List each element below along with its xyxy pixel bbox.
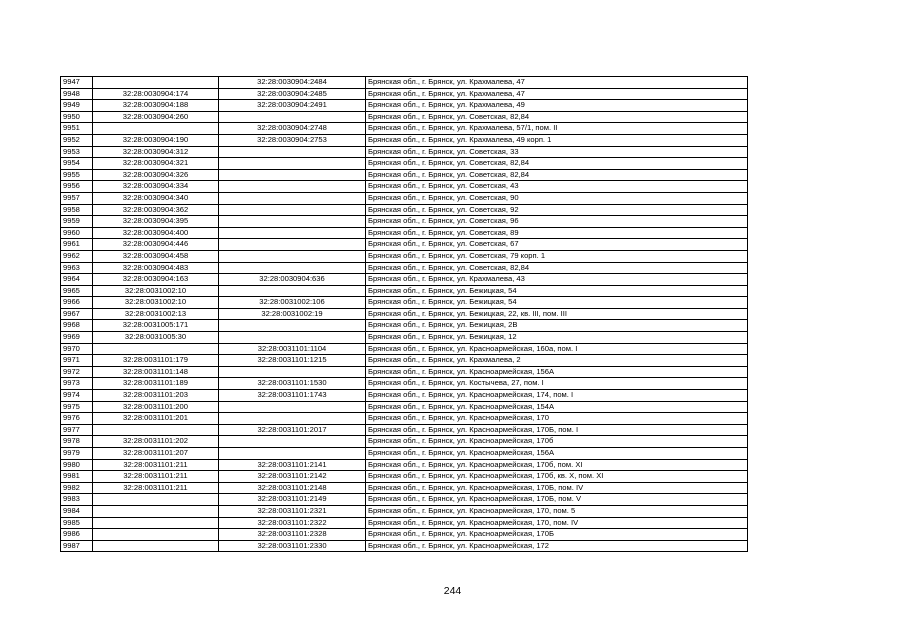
address-cell: Брянская обл., г. Брянск, ул. Красноармейская, 170 bbox=[366, 413, 748, 425]
address-cell: Брянская обл., г. Брянск, ул. Советская, 90 bbox=[366, 192, 748, 204]
building-number-cell: 32:28:0031101:2141 bbox=[219, 459, 366, 471]
building-number-cell: 32:28:0031101:2149 bbox=[219, 494, 366, 506]
cadastral-number-cell: 32:28:0031005:30 bbox=[93, 332, 219, 344]
cadastral-number-cell: 32:28:0031002:10 bbox=[93, 285, 219, 297]
cadastral-number-cell bbox=[93, 77, 219, 89]
cadastral-number-cell: 32:28:0031101:202 bbox=[93, 436, 219, 448]
table-row bbox=[61, 494, 748, 506]
building-number-cell bbox=[219, 448, 366, 460]
building-number-cell: 32:28:0031002:106 bbox=[219, 297, 366, 309]
row-number-cell: 9976 bbox=[61, 413, 93, 425]
address-cell: Брянская обл., г. Брянск, ул. Бежицкая, 22, кв. III, пом. III bbox=[366, 308, 748, 320]
row-number-cell: 9981 bbox=[61, 471, 93, 483]
address-cell: Брянская обл., г. Брянск, ул. Советская, 33 bbox=[366, 146, 748, 158]
table-row bbox=[61, 517, 748, 529]
cadastral-number-cell bbox=[93, 529, 219, 541]
building-number-cell: 32:28:0030904:2484 bbox=[219, 77, 366, 89]
row-number-cell: 9973 bbox=[61, 378, 93, 390]
address-cell: Брянская обл., г. Брянск, ул. Красноармейская, 170Б, пом. V bbox=[366, 494, 748, 506]
building-number-cell bbox=[219, 192, 366, 204]
cadastral-number-cell: 32:28:0030904:458 bbox=[93, 250, 219, 262]
table-row bbox=[61, 540, 748, 552]
address-cell: Брянская обл., г. Брянск, ул. Красноармейская, 170Б bbox=[366, 529, 748, 541]
cadastral-number-cell: 32:28:0030904:362 bbox=[93, 204, 219, 216]
address-cell: Брянская обл., г. Брянск, ул. Советская, 82,84 bbox=[366, 158, 748, 170]
cadastral-number-cell: 32:28:0031101:148 bbox=[93, 366, 219, 378]
address-cell: Брянская обл., г. Брянск, ул. Красноармейская, 154А bbox=[366, 401, 748, 413]
address-cell: Брянская обл., г. Брянск, ул. Красноармейская, 174, пом. I bbox=[366, 390, 748, 402]
table-row bbox=[61, 134, 748, 146]
cadastral-number-cell bbox=[93, 505, 219, 517]
table-row bbox=[61, 274, 748, 286]
building-number-cell bbox=[219, 436, 366, 448]
building-number-cell: 32:28:0031101:1104 bbox=[219, 343, 366, 355]
address-cell: Брянская обл., г. Брянск, ул. Красноармейская, 156А bbox=[366, 366, 748, 378]
cadastral-number-cell: 32:28:0031101:211 bbox=[93, 482, 219, 494]
cadastral-number-cell: 32:28:0031101:201 bbox=[93, 413, 219, 425]
address-cell: Брянская обл., г. Брянск, ул. Бежицкая, 54 bbox=[366, 285, 748, 297]
address-cell: Брянская обл., г. Брянск, ул. Советская, 43 bbox=[366, 181, 748, 193]
table-row bbox=[61, 332, 748, 344]
table-row bbox=[61, 158, 748, 170]
table-row bbox=[61, 227, 748, 239]
row-number-cell: 9983 bbox=[61, 494, 93, 506]
row-number-cell: 9959 bbox=[61, 216, 93, 228]
page-number: 244 bbox=[443, 585, 462, 597]
address-cell: Брянская обл., г. Брянск, ул. Бежицкая, 2В bbox=[366, 320, 748, 332]
table-row bbox=[61, 285, 748, 297]
table-row bbox=[61, 239, 748, 251]
address-cell: Брянская обл., г. Брянск, ул. Красноармейская, 170Б, пом. IV bbox=[366, 482, 748, 494]
row-number-cell: 9980 bbox=[61, 459, 93, 471]
address-cell: Брянская обл., г. Брянск, ул. Советская, 92 bbox=[366, 204, 748, 216]
row-number-cell: 9972 bbox=[61, 366, 93, 378]
building-number-cell bbox=[219, 204, 366, 216]
building-number-cell bbox=[219, 146, 366, 158]
cadastral-number-cell: 32:28:0031101:211 bbox=[93, 459, 219, 471]
cadastral-number-cell bbox=[93, 540, 219, 552]
cadastral-number-cell: 32:28:0030904:340 bbox=[93, 192, 219, 204]
building-number-cell: 32:28:0030904:2753 bbox=[219, 134, 366, 146]
building-number-cell: 32:28:0031002:19 bbox=[219, 308, 366, 320]
table-row bbox=[61, 436, 748, 448]
cadastral-number-cell bbox=[93, 494, 219, 506]
row-number-cell: 9968 bbox=[61, 320, 93, 332]
row-number-cell: 9970 bbox=[61, 343, 93, 355]
building-number-cell bbox=[219, 285, 366, 297]
row-number-cell: 9982 bbox=[61, 482, 93, 494]
address-cell: Брянская обл., г. Брянск, ул. Советская, 89 bbox=[366, 227, 748, 239]
row-number-cell: 9969 bbox=[61, 332, 93, 344]
cadastral-number-cell: 32:28:0030904:400 bbox=[93, 227, 219, 239]
row-number-cell: 9966 bbox=[61, 297, 93, 309]
table-row bbox=[61, 390, 748, 402]
cadastral-number-cell: 32:28:0031002:10 bbox=[93, 297, 219, 309]
row-number-cell: 9953 bbox=[61, 146, 93, 158]
building-number-cell bbox=[219, 216, 366, 228]
building-number-cell: 32:28:0030904:2748 bbox=[219, 123, 366, 135]
table-row bbox=[61, 378, 748, 390]
cadastral-table bbox=[60, 76, 748, 552]
table-row bbox=[61, 297, 748, 309]
building-number-cell bbox=[219, 111, 366, 123]
address-cell: Брянская обл., г. Брянск, ул. Советская, 96 bbox=[366, 216, 748, 228]
building-number-cell: 32:28:0031101:2017 bbox=[219, 424, 366, 436]
building-number-cell: 32:28:0031101:1530 bbox=[219, 378, 366, 390]
row-number-cell: 9975 bbox=[61, 401, 93, 413]
address-cell: Брянская обл., г. Брянск, ул. Бежицкая, 54 bbox=[366, 297, 748, 309]
table-row bbox=[61, 308, 748, 320]
address-cell: Брянская обл., г. Брянск, ул. Красноармейская, 172 bbox=[366, 540, 748, 552]
address-cell: Брянская обл., г. Брянск, ул. Крахмалева, 43 bbox=[366, 274, 748, 286]
row-number-cell: 9948 bbox=[61, 88, 93, 100]
cadastral-number-cell bbox=[93, 424, 219, 436]
row-number-cell: 9987 bbox=[61, 540, 93, 552]
row-number-cell: 9974 bbox=[61, 390, 93, 402]
building-number-cell: 32:28:0030904:2491 bbox=[219, 100, 366, 112]
building-number-cell: 32:28:0030904:636 bbox=[219, 274, 366, 286]
address-cell: Брянская обл., г. Брянск, ул. Советская, 82,84 bbox=[366, 111, 748, 123]
row-number-cell: 9984 bbox=[61, 505, 93, 517]
address-cell: Брянская обл., г. Брянск, ул. Красноармейская, 156А bbox=[366, 448, 748, 460]
address-cell: Брянская обл., г. Брянск, ул. Крахмалева, 49 bbox=[366, 100, 748, 112]
building-number-cell: 32:28:0031101:2322 bbox=[219, 517, 366, 529]
cadastral-number-cell: 32:28:0031101:189 bbox=[93, 378, 219, 390]
table-body bbox=[61, 77, 748, 552]
building-number-cell bbox=[219, 239, 366, 251]
building-number-cell bbox=[219, 320, 366, 332]
table-row bbox=[61, 448, 748, 460]
building-number-cell bbox=[219, 169, 366, 181]
row-number-cell: 9951 bbox=[61, 123, 93, 135]
row-number-cell: 9960 bbox=[61, 227, 93, 239]
address-cell: Брянская обл., г. Брянск, ул. Красноармейская, 170, пом. 5 bbox=[366, 505, 748, 517]
building-number-cell: 32:28:0031101:2328 bbox=[219, 529, 366, 541]
building-number-cell: 32:28:0031101:1743 bbox=[219, 390, 366, 402]
table-row bbox=[61, 471, 748, 483]
cadastral-number-cell: 32:28:0030904:163 bbox=[93, 274, 219, 286]
address-cell: Брянская обл., г. Брянск, ул. Крахмалева, 47 bbox=[366, 88, 748, 100]
row-number-cell: 9961 bbox=[61, 239, 93, 251]
row-number-cell: 9958 bbox=[61, 204, 93, 216]
row-number-cell: 9985 bbox=[61, 517, 93, 529]
row-number-cell: 9963 bbox=[61, 262, 93, 274]
table-row bbox=[61, 111, 748, 123]
table-row bbox=[61, 88, 748, 100]
row-number-cell: 9967 bbox=[61, 308, 93, 320]
cadastral-number-cell: 32:28:0030904:188 bbox=[93, 100, 219, 112]
row-number-cell: 9964 bbox=[61, 274, 93, 286]
address-cell: Брянская обл., г. Брянск, ул. Советская, 82,84 bbox=[366, 169, 748, 181]
row-number-cell: 9965 bbox=[61, 285, 93, 297]
address-cell: Брянская обл., г. Брянск, ул. Советская, 82,84 bbox=[366, 262, 748, 274]
building-number-cell: 32:28:0031101:2330 bbox=[219, 540, 366, 552]
cadastral-number-cell: 32:28:0030904:334 bbox=[93, 181, 219, 193]
row-number-cell: 9954 bbox=[61, 158, 93, 170]
table-row bbox=[61, 529, 748, 541]
building-number-cell bbox=[219, 413, 366, 425]
row-number-cell: 9979 bbox=[61, 448, 93, 460]
table-row bbox=[61, 505, 748, 517]
cadastral-number-cell: 32:28:0030904:483 bbox=[93, 262, 219, 274]
row-number-cell: 9986 bbox=[61, 529, 93, 541]
table-row bbox=[61, 216, 748, 228]
table-row bbox=[61, 413, 748, 425]
address-cell: Брянская обл., г. Брянск, ул. Красноармейская, 170, пом. IV bbox=[366, 517, 748, 529]
table-row bbox=[61, 482, 748, 494]
table-row bbox=[61, 459, 748, 471]
building-number-cell: 32:28:0030904:2485 bbox=[219, 88, 366, 100]
cadastral-number-cell: 32:28:0031101:179 bbox=[93, 355, 219, 367]
row-number-cell: 9957 bbox=[61, 192, 93, 204]
cadastral-number-cell: 32:28:0031101:211 bbox=[93, 471, 219, 483]
table-row bbox=[61, 262, 748, 274]
address-cell: Брянская обл., г. Брянск, ул. Советская, 67 bbox=[366, 239, 748, 251]
table-row bbox=[61, 355, 748, 367]
row-number-cell: 9971 bbox=[61, 355, 93, 367]
address-cell: Брянская обл., г. Брянск, ул. Крахмалева, 2 bbox=[366, 355, 748, 367]
building-number-cell: 32:28:0031101:1215 bbox=[219, 355, 366, 367]
building-number-cell bbox=[219, 262, 366, 274]
address-cell: Брянская обл., г. Брянск, ул. Крахмалева, 49 корп. 1 bbox=[366, 134, 748, 146]
cadastral-number-cell: 32:28:0030904:326 bbox=[93, 169, 219, 181]
building-number-cell bbox=[219, 227, 366, 239]
table-row bbox=[61, 100, 748, 112]
building-number-cell bbox=[219, 158, 366, 170]
cadastral-number-cell: 32:28:0030904:174 bbox=[93, 88, 219, 100]
cadastral-number-cell: 32:28:0030904:190 bbox=[93, 134, 219, 146]
address-cell: Брянская обл., г. Брянск, ул. Крахмалева, 47 bbox=[366, 77, 748, 89]
cadastral-number-cell: 32:28:0031101:203 bbox=[93, 390, 219, 402]
row-number-cell: 9978 bbox=[61, 436, 93, 448]
building-number-cell: 32:28:0031101:2142 bbox=[219, 471, 366, 483]
cadastral-number-cell: 32:28:0031101:207 bbox=[93, 448, 219, 460]
cadastral-number-cell bbox=[93, 343, 219, 355]
building-number-cell: 32:28:0031101:2148 bbox=[219, 482, 366, 494]
cadastral-number-cell: 32:28:0030904:260 bbox=[93, 111, 219, 123]
table-row bbox=[61, 192, 748, 204]
row-number-cell: 9977 bbox=[61, 424, 93, 436]
table-row bbox=[61, 146, 748, 158]
cadastral-number-cell: 32:28:0030904:312 bbox=[93, 146, 219, 158]
cadastral-number-cell: 32:28:0031005:171 bbox=[93, 320, 219, 332]
address-cell: Брянская обл., г. Брянск, ул. Красноармейская, 170б, пом. XI bbox=[366, 459, 748, 471]
table-row bbox=[61, 401, 748, 413]
row-number-cell: 9949 bbox=[61, 100, 93, 112]
row-number-cell: 9952 bbox=[61, 134, 93, 146]
cadastral-number-cell bbox=[93, 517, 219, 529]
table-row bbox=[61, 77, 748, 89]
address-cell: Брянская обл., г. Брянск, ул. Бежицкая, 12 bbox=[366, 332, 748, 344]
row-number-cell: 9956 bbox=[61, 181, 93, 193]
cadastral-number-cell: 32:28:0030904:321 bbox=[93, 158, 219, 170]
row-number-cell: 9947 bbox=[61, 77, 93, 89]
table-row bbox=[61, 181, 748, 193]
cadastral-number-cell: 32:28:0031101:200 bbox=[93, 401, 219, 413]
cadastral-number-cell: 32:28:0030904:395 bbox=[93, 216, 219, 228]
building-number-cell: 32:28:0031101:2321 bbox=[219, 505, 366, 517]
address-cell: Брянская обл., г. Брянск, ул. Костычева, 27, пом. I bbox=[366, 378, 748, 390]
building-number-cell bbox=[219, 401, 366, 413]
row-number-cell: 9955 bbox=[61, 169, 93, 181]
cadastral-number-cell bbox=[93, 123, 219, 135]
table-row bbox=[61, 123, 748, 135]
building-number-cell bbox=[219, 250, 366, 262]
address-cell: Брянская обл., г. Брянск, ул. Красноармейская, 170Б, пом. I bbox=[366, 424, 748, 436]
address-cell: Брянская обл., г. Брянск, ул. Красноармейская, 170б, кв. X, пом. XI bbox=[366, 471, 748, 483]
address-cell: Брянская обл., г. Брянск, ул. Крахмалева, 57/1, пом. II bbox=[366, 123, 748, 135]
row-number-cell: 9950 bbox=[61, 111, 93, 123]
building-number-cell bbox=[219, 181, 366, 193]
address-cell: Брянская обл., г. Брянск, ул. Красноармейская, 170б bbox=[366, 436, 748, 448]
address-cell: Брянская обл., г. Брянск, ул. Красноармейская, 160а, пом. I bbox=[366, 343, 748, 355]
table-row bbox=[61, 343, 748, 355]
table-row bbox=[61, 424, 748, 436]
building-number-cell bbox=[219, 332, 366, 344]
cadastral-number-cell: 32:28:0031002:13 bbox=[93, 308, 219, 320]
table-row bbox=[61, 366, 748, 378]
table-row bbox=[61, 320, 748, 332]
table-row bbox=[61, 169, 748, 181]
building-number-cell bbox=[219, 366, 366, 378]
address-cell: Брянская обл., г. Брянск, ул. Советская, 79 корп. 1 bbox=[366, 250, 748, 262]
cadastral-number-cell: 32:28:0030904:446 bbox=[93, 239, 219, 251]
row-number-cell: 9962 bbox=[61, 250, 93, 262]
table-row bbox=[61, 204, 748, 216]
table-row bbox=[61, 250, 748, 262]
